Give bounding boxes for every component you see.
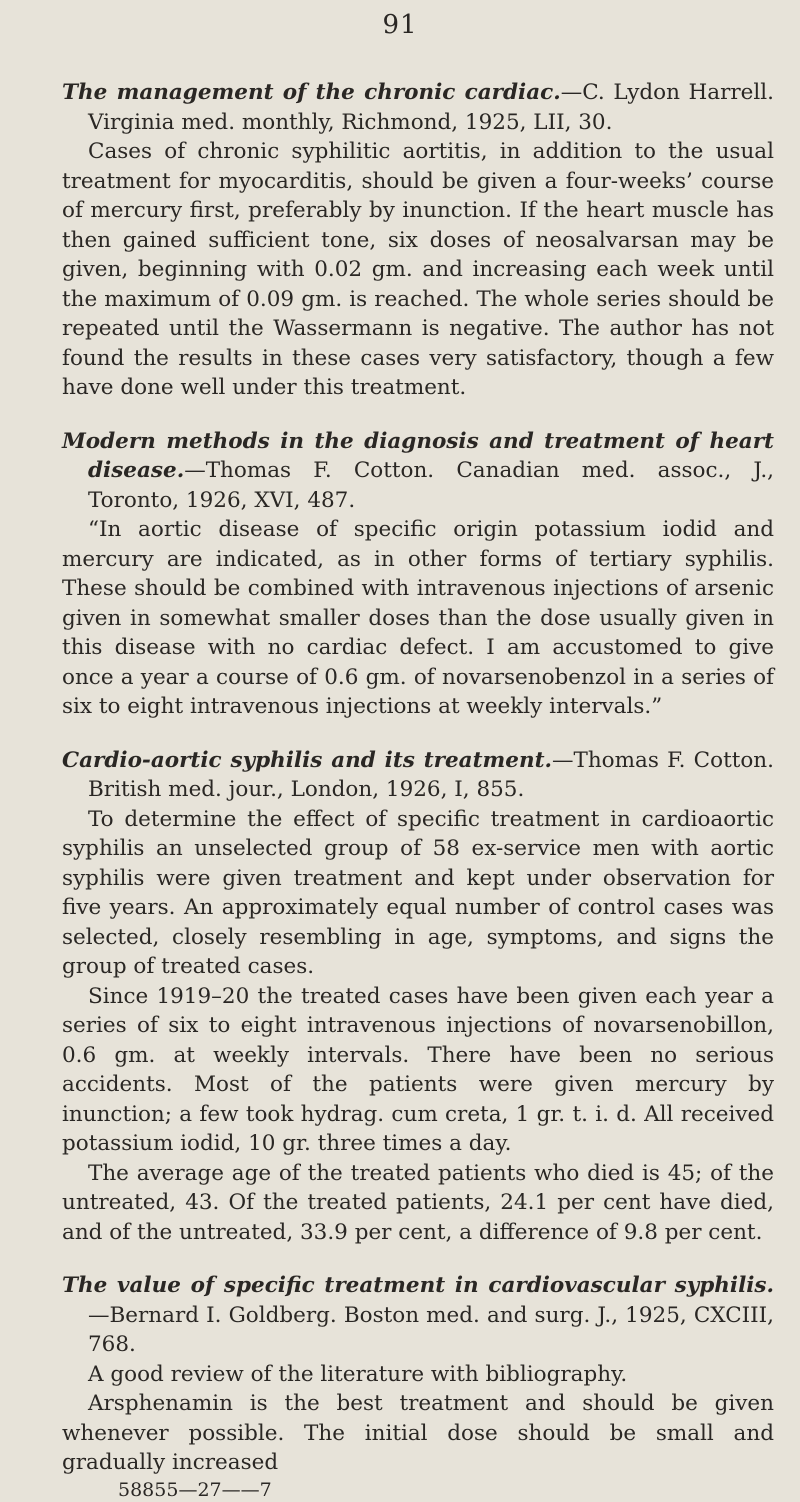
entry-title: Modern methods in the diagnosis and treatment of heart disease.	[62, 428, 774, 483]
printer-signature-mark: 58855—27——7	[118, 1478, 272, 1501]
entry-paragraph: Arsphenamin is the best treatment and should be given whenever possible. The initial dose should be small and gradually increased	[62, 1391, 774, 1475]
entry-source: —C. Lydon Harrell. Virginia med. monthly, Richmond, 1925, LII, 30.	[88, 80, 774, 135]
abstract-entry	[62, 746, 774, 1248]
entry-source: —Thomas F. Cotton. Canadian med. assoc., J., Toronto, 1926, XVI, 487.	[88, 458, 774, 513]
entry-paragraph: “In aortic disease of specific origin potassium iodid and mercury are indicated, as in other forms of tertiary syphilis. These should be combined with intravenous injections of arsenic given in somewhat smaller doses than the dose usually given in this disease with no cardiac defect. I am accustomed to give once a year a course of 0.6 gm. of novarsenobenzol in a series of six to eight intravenous injections at weekly intervals.”	[62, 517, 774, 719]
entry-paragraph: A good review of the literature with bibliography.	[88, 1361, 628, 1387]
entry-title: The management of the chronic cardiac.	[62, 80, 561, 105]
entry-citation	[62, 427, 774, 516]
entry-citation	[62, 78, 774, 137]
entry-paragraph: Cases of chronic syphilitic aortitis, in addition to the usual treatment for myocarditis, should be given a four-weeks’ course of mercury first, preferably by inunction. If the heart muscle has then gained sufficient tone, six doses of neosalvarsan may be given, beginning with 0.02 gm. and increasing each week until the maximum of 0.09 gm. is reached. The whole series should be repeated until the Wassermann is negative. The author has not found the results in these cases very satisfactory, though a few have done well under this treatment.	[62, 139, 774, 400]
entry-citation	[62, 1271, 774, 1360]
abstract-entry	[62, 1271, 774, 1478]
entry-source: —Bernard I. Goldberg. Boston med. and surg. J., 1925, CXCIII, 768.	[88, 1302, 774, 1357]
entry-source: —Thomas F. Cotton. British med. jour., London, 1926, I, 855.	[88, 747, 774, 802]
entry-title: The value of specific treatment in cardiovascular syphilis.	[62, 1273, 774, 1298]
entry-citation	[62, 746, 774, 805]
page-number: 91	[382, 10, 418, 40]
entry-title: Cardio-aortic syphilis and its treatment.	[62, 747, 552, 773]
entry-paragraph: Since 1919–20 the treated cases have been given each year a series of six to eight intravenous injections of novarsenobillon, 0.6 gm. at weekly intervals. There have been no serious accidents. Most of the patients were given mercury by inunction; a few took hydrag. cum creta, 1 gr. t. i. d. All received potassium iodid, 10 gr. three times a day.	[62, 983, 774, 1156]
abstract-entry	[62, 78, 774, 403]
abstract-entry	[62, 427, 774, 722]
entry-paragraph: The average age of the treated patients who died is 45; of the untreated, 43. Of the treated patients, 24.1 per cent have died, and of the untreated, 33.9 per cent, a difference of 9.8 per cent.	[62, 1160, 774, 1245]
document-body	[62, 78, 774, 1502]
entry-paragraph: To determine the effect of specific treatment in cardioaortic syphilis an unselected group of 58 ex-service men with aortic syphilis were given treatment and kept under observation for five years. An approximately equal number of control cases was selected, closely resembling in age, symptoms, and signs the group of treated cases.	[62, 806, 774, 979]
